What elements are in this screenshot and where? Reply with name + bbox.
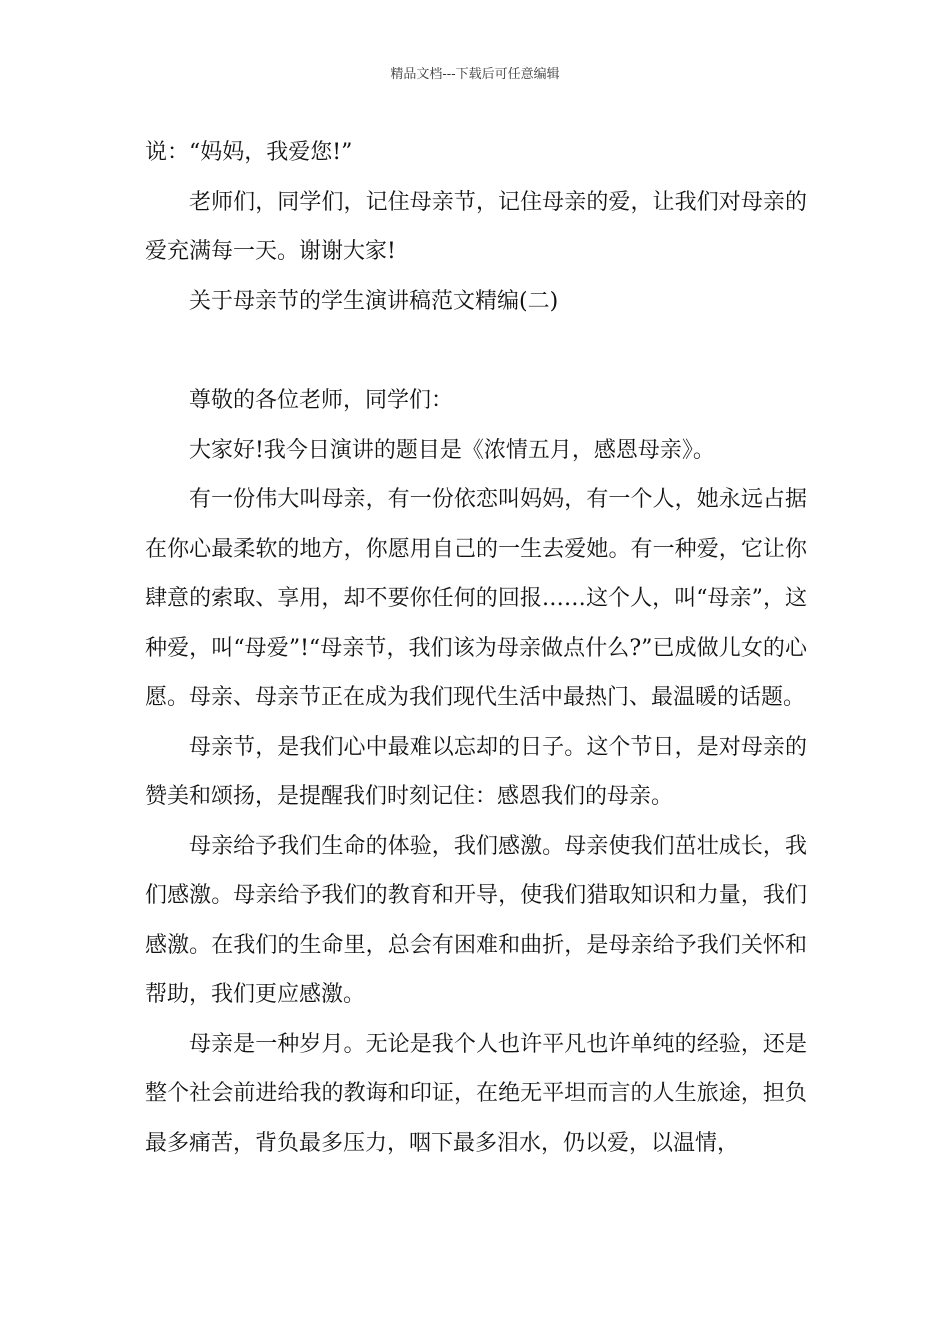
paragraph: 有一份伟大叫母亲，有一份依恋叫妈妈，有一个人，她永远占据在你心最柔软的地方，你愿用自己的一生去爱她。有一种爱，它让你肆意的索取、享用，却不要你任何的回报……这个人，叫“母亲”，这种爱，叫“母爱”!“母亲节，我们该为母亲做点什么?”已成做儿女的心愿。母亲、母亲节正在成为我们现代生活中最热门、最温暖的话题。 bbox=[145, 487, 807, 710]
paragraph: 大家好!我今日演讲的题目是《浓情五月，感恩母亲》。 bbox=[189, 437, 715, 463]
blank-line bbox=[145, 326, 807, 376]
document-body bbox=[145, 128, 807, 1168]
paragraph: 老师们，同学们，记住母亲节，记住母亲的爱，让我们对母亲的爱充满每一天。谢谢大家! bbox=[145, 189, 807, 264]
paragraph: 母亲节，是我们心中最难以忘却的日子。这个节日，是对母亲的赞美和颂扬，是提醒我们时刻记住：感恩我们的母亲。 bbox=[145, 734, 807, 809]
paragraph: 尊敬的各位老师，同学们： bbox=[189, 388, 454, 413]
paragraph: 母亲是一种岁月。无论是我个人也许平凡也许单纯的经验，还是整个社会前进给我的教诲和印证，在绝无平坦而言的人生旅途，担负最多痛苦，背负最多压力，咽下最多泪水，仍以爱，以温情， bbox=[145, 1031, 807, 1156]
page-header: 精品文档---下载后可任意编辑 bbox=[390, 67, 560, 82]
paragraph: 说：“妈妈，我爱您!” bbox=[145, 140, 353, 165]
paragraph: 母亲给予我们生命的体验，我们感激。母亲使我们茁壮成长，我们感激。母亲给予我们的教育和开导，使我们猎取知识和力量，我们感激。在我们的生命里，总会有困难和曲折，是母亲给予我们关怀和帮助，我们更应感激。 bbox=[145, 833, 807, 1007]
paragraph: 关于母亲节的学生演讲稿范文精编(二) bbox=[189, 288, 559, 314]
